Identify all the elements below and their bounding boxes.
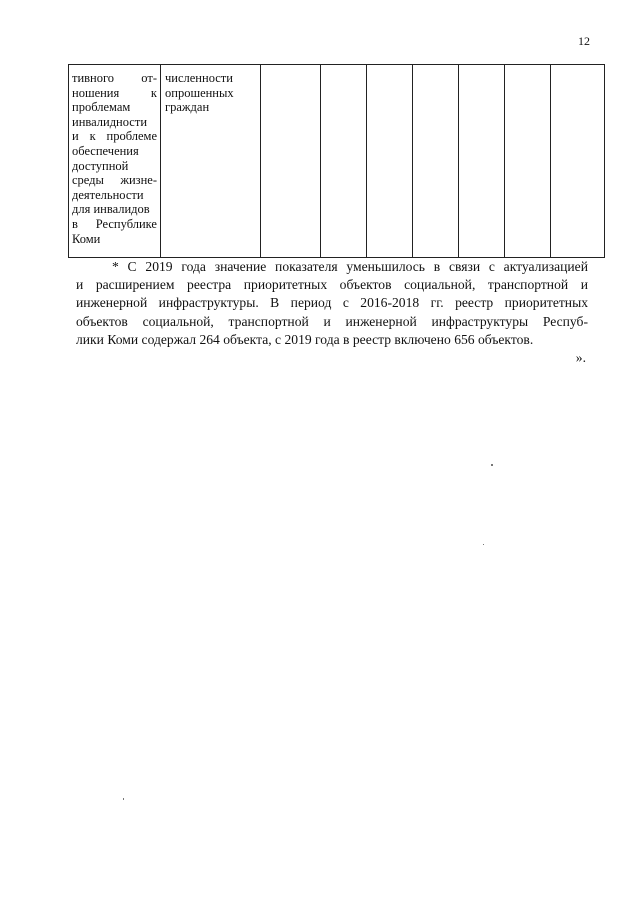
empty-cell [458,65,504,257]
footnote [76,258,588,349]
empty-cell [550,65,605,257]
footnote-line: объектов социальной, транспортной и инженерной инфраструктуры Респуб- [76,313,588,329]
footnote-line: инженерной инфраструктуры. В период с 2016-2018 гг. реестр приоритетных [76,295,588,311]
cell-line: численности [165,71,233,85]
cell-line: доступной [72,158,129,173]
cell-line: опрошенных [165,85,234,100]
footnote-line: лики Коми содержал 264 объекта, с 2019 года в реестр включено 656 объектов. [76,331,534,347]
empty-cell [412,65,458,257]
indicator-table-fragment [68,64,605,258]
footnote-line: * С 2019 года значение показателя уменьшилось в связи с актуализацией [112,259,588,274]
cell-line: инвалидности [72,114,148,129]
cell-line: проблемам [72,100,131,115]
empty-cell [320,65,366,257]
empty-cell [504,65,550,257]
footnote-line: и расширением реестра приоритетных объектов социальной, транспортной и [76,277,588,293]
cell-line: для инвалидов [72,202,150,217]
cell-line: в Республике [72,216,157,231]
scan-speck [491,464,493,466]
scan-speck [483,544,484,545]
cell-line: Коми [72,231,101,246]
cell-line: обеспечения [72,143,139,158]
empty-cell [260,65,320,257]
unit-cell [160,65,260,257]
cell-line: тивного от- [72,71,157,85]
scan-speck [123,798,124,800]
cell-line: граждан [165,100,210,115]
page-number: 12 [578,34,590,48]
indicator-name-cell [69,65,160,257]
cell-line: деятельности [72,187,144,202]
cell-line: среды жизне- [72,173,157,188]
empty-cell [366,65,412,257]
cell-line: и к проблеме [72,129,157,144]
closing-quote: ». [575,350,586,365]
cell-line: ношения к [72,85,157,100]
